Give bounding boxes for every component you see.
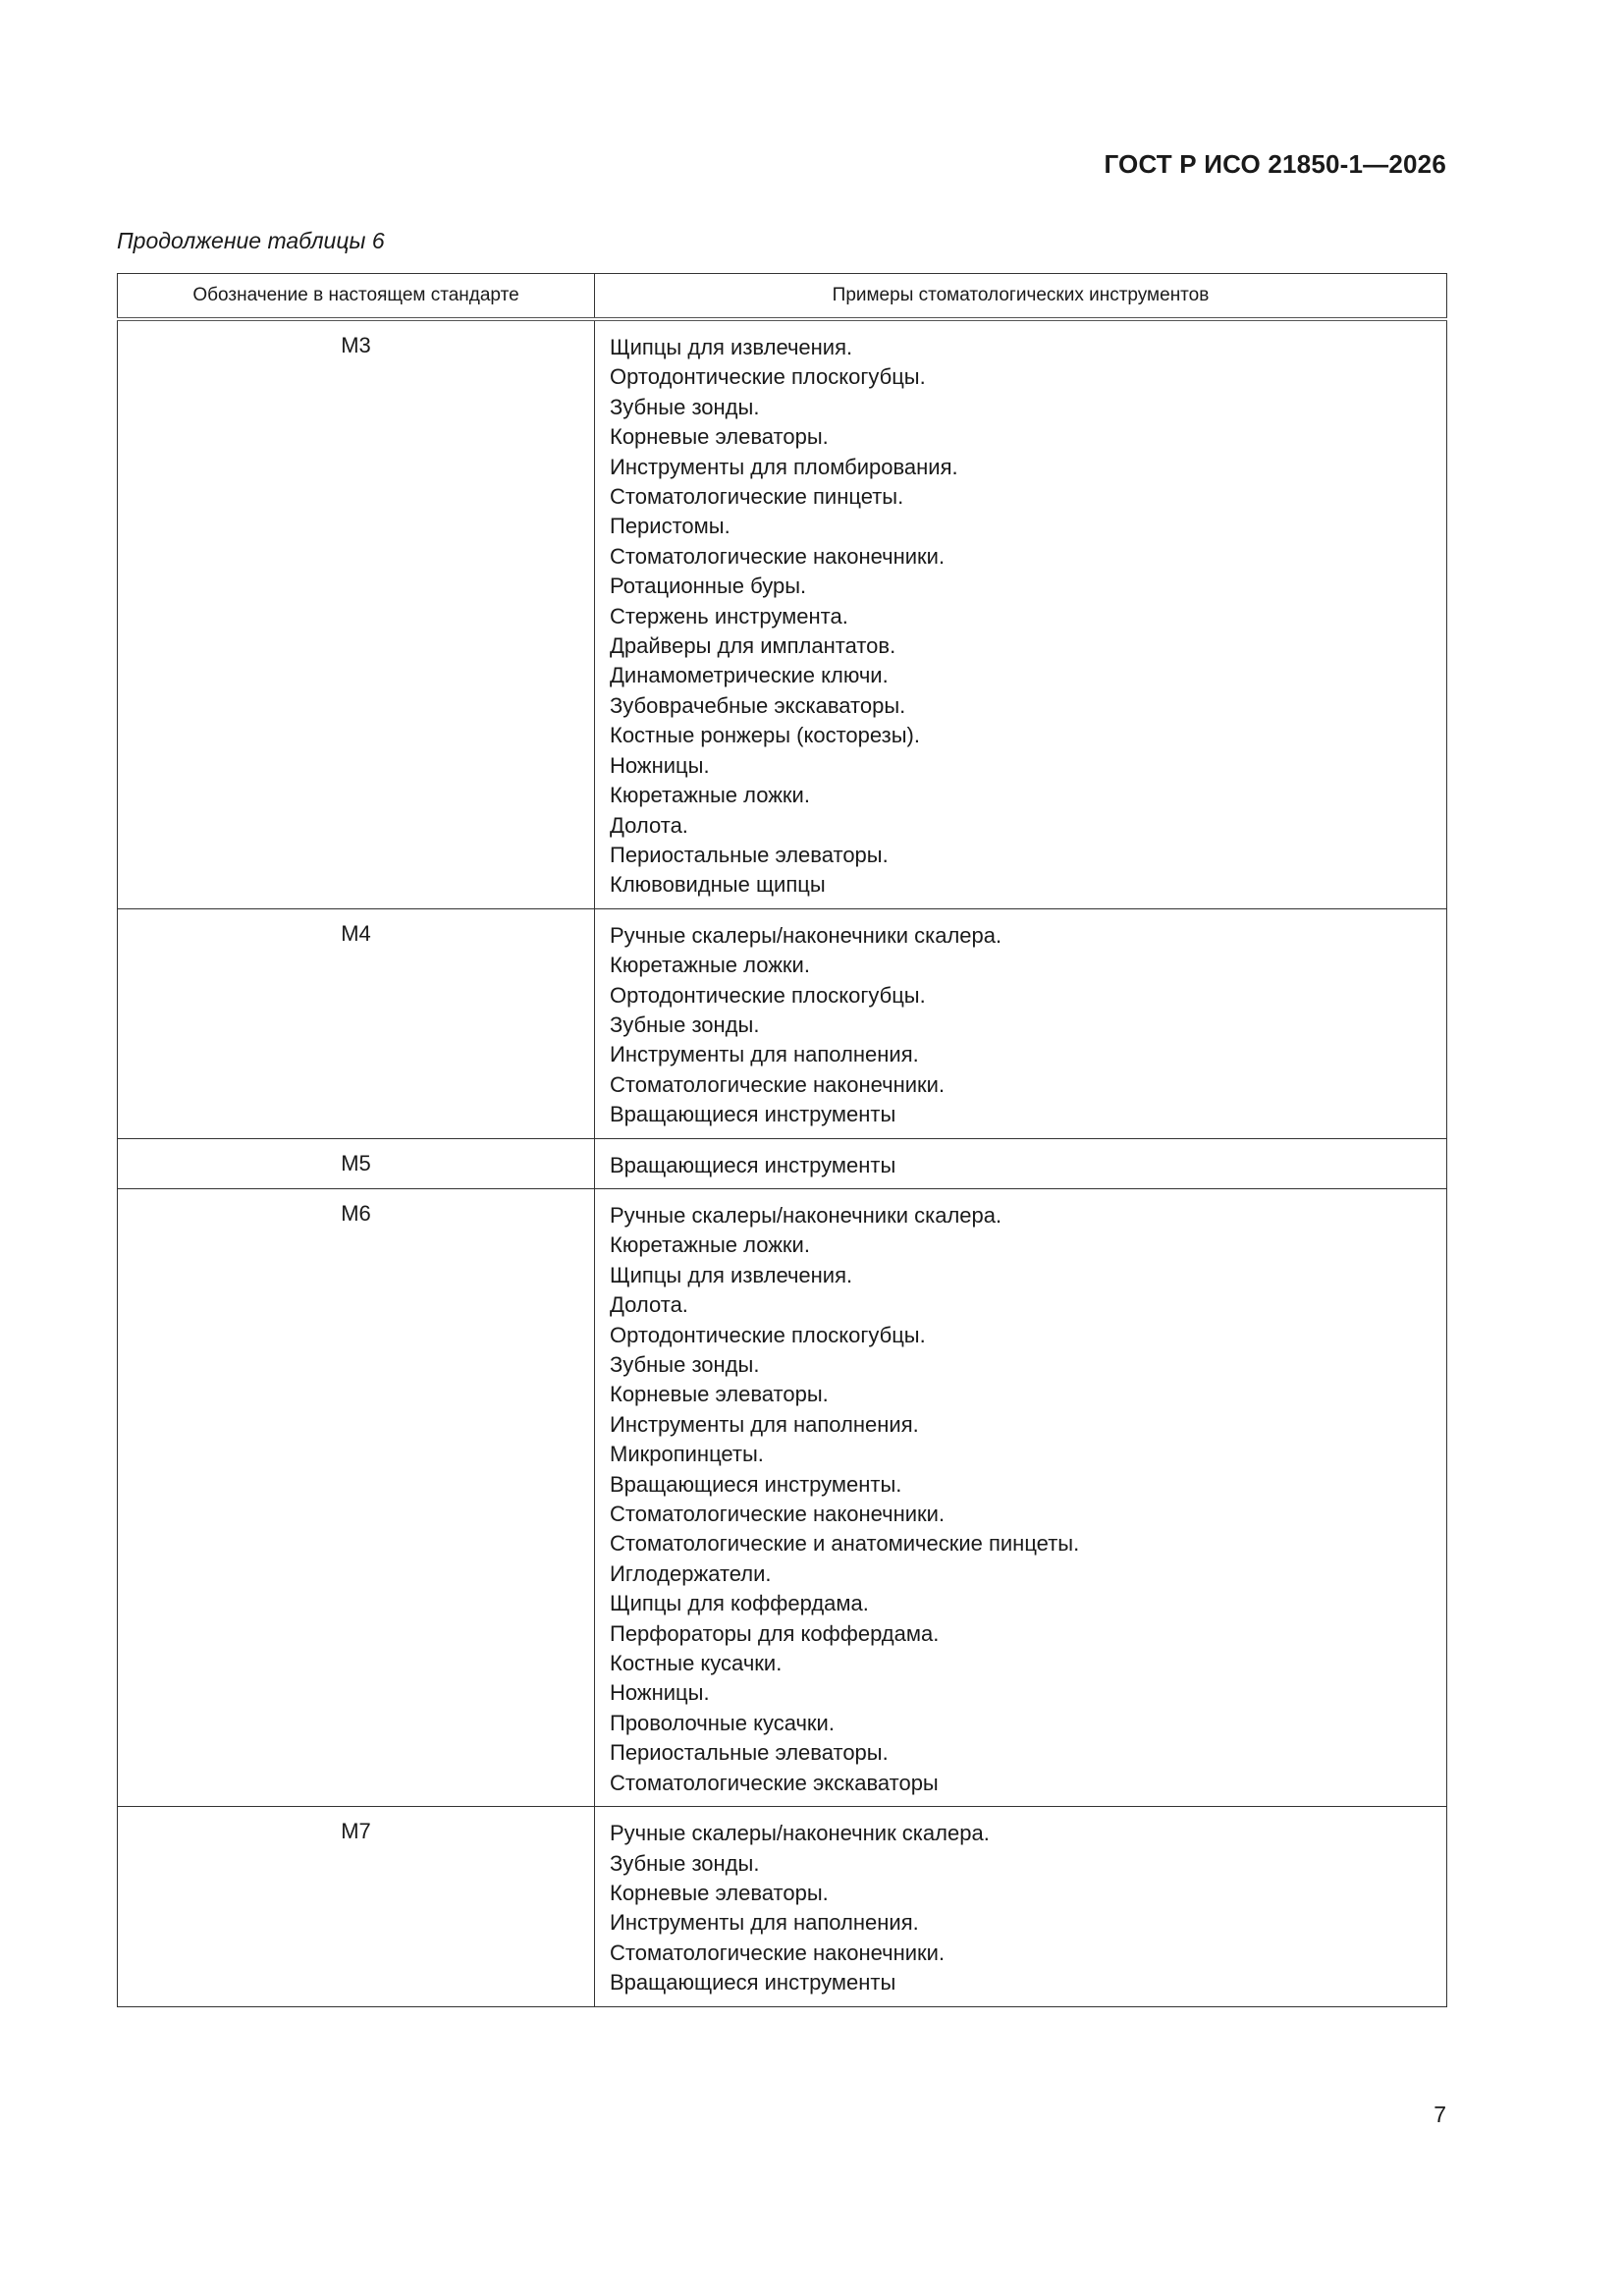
column-header-designation: Обозначение в настоящем стандарте [118, 274, 595, 320]
example-item: Инструменты для наполнения. [610, 1910, 919, 1936]
example-item: Стоматологические наконечники. [610, 1071, 946, 1097]
examples-cell [595, 1807, 1447, 2006]
example-item: Костные кусачки. [610, 1651, 783, 1676]
document-id: ГОСТ Р ИСО 21850-1—2026 [1104, 149, 1446, 179]
example-item: Динамометрические ключи. [610, 663, 889, 688]
designation-cell: M6 [118, 1188, 595, 1806]
designation-cell: M4 [118, 908, 595, 1138]
example-item: Ручные скалеры/наконечник скалера. [610, 1821, 990, 1846]
example-item: Долота. [610, 812, 688, 838]
example-item: Перистомы. [610, 514, 730, 539]
example-item: Инструменты для наполнения. [610, 1042, 919, 1067]
example-item: Ортодонтические плоскогубцы. [610, 982, 926, 1008]
example-item: Зубоврачебные экскаваторы. [610, 692, 906, 718]
example-item: Кюретажные ложки. [610, 783, 810, 808]
example-item: Вращающиеся инструменты [610, 1102, 896, 1127]
example-item: Кюретажные ложки. [610, 953, 810, 978]
example-item: Зубные зонды. [610, 1850, 760, 1876]
example-item: Перфораторы для коффердама. [610, 1620, 940, 1646]
examples-cell [595, 908, 1447, 1138]
example-item: Долота. [610, 1292, 688, 1318]
table-row [118, 1807, 1447, 2006]
example-item: Стоматологические наконечники. [610, 1940, 946, 1965]
examples-cell [595, 1138, 1447, 1188]
example-item: Микропинцеты. [610, 1442, 764, 1467]
table-body [118, 319, 1447, 2006]
example-item: Ручные скалеры/наконечники скалера. [610, 922, 1002, 948]
example-item: Щипцы для коффердама. [610, 1591, 869, 1616]
example-item: Инструменты для пломбирования. [610, 454, 958, 479]
example-item: Кюретажные ложки. [610, 1232, 810, 1258]
example-item: Ножницы. [610, 752, 710, 778]
examples-cell [595, 1188, 1447, 1806]
example-item: Иглодержатели. [610, 1560, 772, 1586]
example-item: Корневые элеваторы. [610, 1880, 829, 1905]
example-item: Клювовидные щипцы [610, 872, 826, 898]
designation-cell: M3 [118, 319, 595, 908]
example-item: Периостальные элеваторы. [610, 842, 889, 867]
table-row [118, 1188, 1447, 1806]
example-item: Вращающиеся инструменты [610, 1152, 896, 1177]
example-item: Зубные зонды. [610, 1011, 760, 1037]
example-item: Ортодонтические плоскогубцы. [610, 364, 926, 390]
example-item: Щипцы для извлечения. [610, 1262, 853, 1287]
example-item: Ортодонтические плоскогубцы. [610, 1322, 926, 1347]
example-item: Стоматологические наконечники. [610, 543, 946, 569]
example-item: Проволочные кусачки. [610, 1710, 835, 1735]
example-item: Корневые элеваторы. [610, 424, 829, 450]
table-row [118, 1138, 1447, 1188]
example-item: Стоматологические и анатомические пинцеты. [610, 1531, 1080, 1557]
table-row [118, 908, 1447, 1138]
example-item: Периостальные элеваторы. [610, 1740, 889, 1766]
example-item: Ротационные буры. [610, 574, 807, 599]
example-item: Стоматологические экскаваторы [610, 1770, 939, 1795]
designation-cell: M7 [118, 1807, 595, 2006]
instruments-table [117, 273, 1447, 2007]
example-item: Стержень инструмента. [610, 603, 848, 629]
column-header-examples: Примеры стоматологических инструментов [595, 274, 1447, 320]
example-item: Ручные скалеры/наконечники скалера. [610, 1202, 1002, 1228]
example-item: Стоматологические наконечники. [610, 1502, 946, 1527]
example-item: Щипцы для извлечения. [610, 335, 853, 359]
example-item: Драйверы для имплантатов. [610, 633, 896, 659]
example-item: Вращающиеся инструменты [610, 1970, 896, 1995]
example-item: Костные ронжеры (косторезы). [610, 723, 920, 748]
designation-cell: M5 [118, 1138, 595, 1188]
example-item: Стоматологические пинцеты. [610, 484, 904, 510]
examples-cell [595, 319, 1447, 908]
table-header-row [118, 274, 1447, 320]
page-number: 7 [1434, 2102, 1446, 2127]
example-item: Вращающиеся инструменты. [610, 1471, 902, 1497]
example-item: Корневые элеваторы. [610, 1382, 829, 1407]
example-item: Ножницы. [610, 1680, 710, 1706]
example-item: Инструменты для наполнения. [610, 1411, 919, 1437]
example-item: Зубные зонды. [610, 394, 760, 419]
example-item: Зубные зонды. [610, 1352, 760, 1377]
table-row [118, 319, 1447, 908]
table-caption: Продолжение таблицы 6 [117, 228, 385, 253]
